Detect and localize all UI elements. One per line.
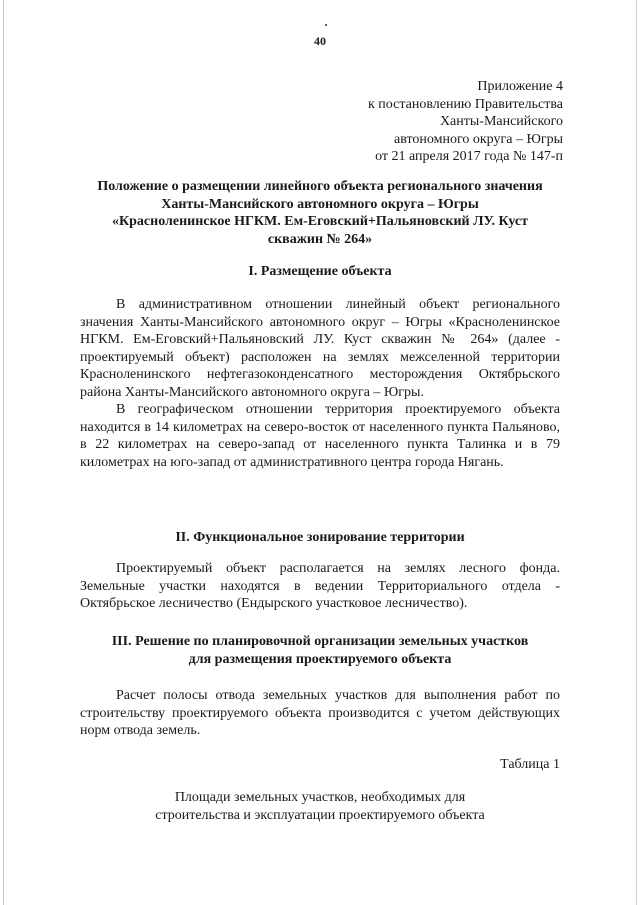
heading-line: для размещения проектируемого объекта bbox=[188, 651, 452, 667]
appendix-block bbox=[368, 78, 563, 166]
title-line: скважин № 264» bbox=[267, 231, 373, 247]
caption-line: Площади земельных участков, необходимых для bbox=[174, 790, 466, 805]
page-number: 40 bbox=[314, 34, 326, 48]
scan-edge-right bbox=[636, 0, 637, 905]
section-1-body bbox=[80, 296, 560, 471]
table-label: Таблица 1 bbox=[500, 757, 560, 772]
section-2-body bbox=[80, 560, 560, 613]
paragraph: Проектируемый объект располагается на землях лесного фонда. Земельные участки находятся в ведении Территориального отдела - Октябрьское лесничество (Ендырского участковое лесничество). bbox=[80, 561, 560, 611]
title-line: Ханты-Мансийского автономного округа – Югры bbox=[161, 196, 479, 212]
title-line: «Красноленинское НГКМ. Ем-Еговский+Пальяновский ЛУ. Куст bbox=[111, 214, 529, 229]
section-heading-1: I. Размещение объекта bbox=[248, 264, 392, 279]
scan-edge-left bbox=[3, 0, 4, 905]
table-caption bbox=[80, 789, 560, 824]
paragraph: В административном отношении линейный объект регионального значения Ханты-Мансийского автономного округ – Югры «Красноленинское НГКМ. Ем-Еговский+Пальяновский ЛУ. Куст скважин № 264» (далее - проектируемый объект) расположен на землях межселенной территории Красноленинского нефтегазоконденсатного месторождения Октябрьского района Ханты-Мансийского автономного округа – Югры. bbox=[80, 297, 560, 400]
appendix-line: от 21 апреля 2017 года № 147-п bbox=[375, 149, 563, 164]
caption-line: строительства и эксплуатации проектируемого объекта bbox=[155, 807, 485, 823]
appendix-line: автономного округа – Югры bbox=[394, 131, 563, 147]
scan-speck bbox=[325, 24, 327, 26]
section-heading-2: II. Функциональное зонирование территории bbox=[175, 530, 465, 545]
section-3-body bbox=[80, 687, 560, 740]
title-line: Положение о размещении линейного объекта регионального значения bbox=[97, 179, 543, 194]
section-heading-3 bbox=[80, 633, 560, 668]
paragraph: В географическом отношении территория проектируемого объекта находится в 14 километрах на северо-восток от населенного пункта Пальяново, в 22 километрах на северо-запад от населенного пункта Талинка и в 79 километрах на юго-запад от административного центра города Нягань. bbox=[80, 402, 560, 470]
appendix-line: Ханты-Мансийского bbox=[439, 114, 563, 129]
paragraph: Расчет полосы отвода земельных участков для выполнения работ по строительству проектируемого объекта производится с учетом действующих норм отвода земель. bbox=[80, 688, 560, 738]
appendix-line: к постановлению Правительства bbox=[367, 96, 563, 112]
heading-line: III. Решение по планировочной организации земельных участков bbox=[111, 634, 529, 649]
appendix-line: Приложение 4 bbox=[477, 79, 563, 94]
document-title bbox=[80, 178, 560, 248]
